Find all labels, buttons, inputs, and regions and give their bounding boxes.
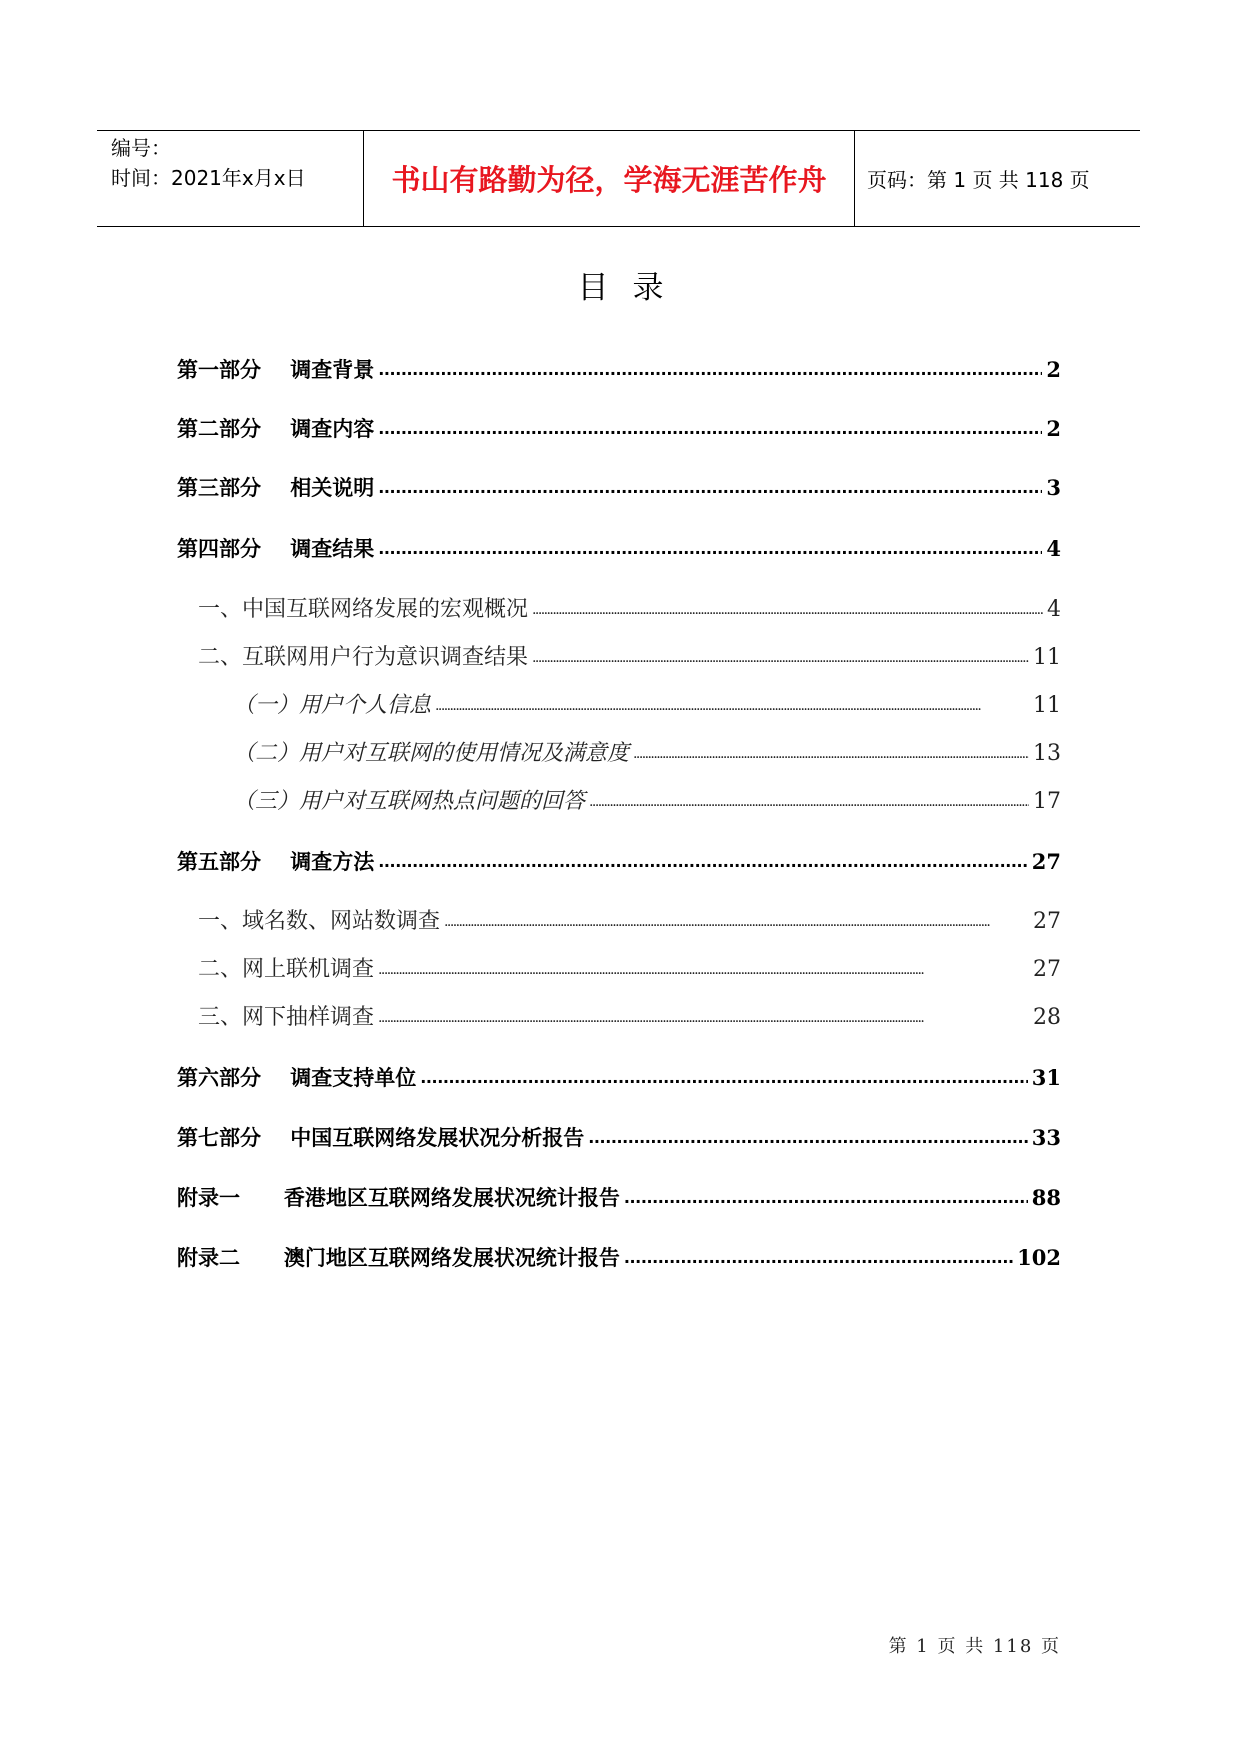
- toc-dot-leader: [378, 532, 1042, 566]
- toc-entry-label: 第二部分 调查内容: [177, 417, 375, 441]
- toc-entry[interactable]: [177, 1121, 1061, 1155]
- toc-entry-label: 第七部分 中国互联网络发展状况分析报告: [177, 1126, 585, 1150]
- time-label: 时间：2021年x月x日: [111, 166, 306, 190]
- toc-entry[interactable]: [198, 905, 1061, 939]
- toc-dot-leader: [378, 845, 1028, 879]
- toc-dot-leader: [378, 353, 1042, 387]
- toc-entry-page: 4: [1046, 536, 1061, 561]
- toc-entry[interactable]: [177, 532, 1061, 566]
- toc-entry[interactable]: [233, 737, 1061, 771]
- toc-title: 目录: [577, 270, 688, 306]
- toc-entry[interactable]: [177, 1181, 1061, 1215]
- toc-entry-page: 27: [1031, 849, 1061, 874]
- toc-entry-page: 31: [1031, 1065, 1061, 1090]
- toc-entry-page: 11: [1033, 693, 1061, 718]
- toc-entry-page: 2: [1046, 357, 1061, 382]
- toc-entry-label: （二）用户对互联网的使用情况及满意度: [233, 741, 630, 766]
- toc-dot-leader: [378, 412, 1042, 446]
- toc-entry[interactable]: [198, 593, 1061, 627]
- header-motto-cell: [364, 131, 855, 226]
- toc-dot-leader: [532, 593, 1043, 627]
- toc-entry[interactable]: [177, 412, 1061, 446]
- toc-entry-label: 第一部分 调查背景: [177, 358, 375, 382]
- page-info: 页码：第 1 页 共 118 页: [867, 168, 1090, 192]
- toc-dot-leader: [444, 905, 1029, 939]
- toc-entry[interactable]: [198, 1001, 1061, 1035]
- toc-entry-label: （三）用户对互联网热点问题的回答: [233, 789, 586, 814]
- toc-entry-page: 102: [1017, 1245, 1061, 1270]
- toc-entry-page: 4: [1047, 597, 1061, 622]
- toc-entry-label: 附录二 澳门地区互联网络发展状况统计报告: [177, 1246, 620, 1270]
- toc-entry-page: 27: [1033, 909, 1061, 934]
- toc-entry-label: 附录一 香港地区互联网络发展状况统计报告: [177, 1186, 620, 1210]
- toc-entry[interactable]: [177, 471, 1061, 505]
- toc-dot-leader: [378, 471, 1042, 505]
- toc-entry-page: 33: [1031, 1125, 1061, 1150]
- toc-dot-leader: [633, 737, 1029, 771]
- toc-dot-leader: [624, 1241, 1013, 1275]
- toc-entry-page: 28: [1033, 1005, 1061, 1030]
- toc-entry[interactable]: [177, 845, 1061, 879]
- toc-dot-leader: [588, 1121, 1028, 1155]
- header-meta-cell: [97, 131, 364, 226]
- toc-entry-label: 第三部分 相关说明: [177, 476, 375, 500]
- header-page-cell: [855, 131, 1140, 226]
- toc-dot-leader: [378, 953, 1029, 987]
- toc-dot-leader: [589, 785, 1029, 819]
- document-header: [97, 130, 1140, 227]
- toc-dot-leader: [435, 689, 1029, 723]
- toc-entry[interactable]: [177, 1241, 1061, 1275]
- toc-entry-label: （一）用户个人信息: [233, 693, 432, 718]
- toc-dot-leader: [624, 1181, 1028, 1215]
- toc-entry-page: 3: [1046, 475, 1061, 500]
- toc-entry-label: 第五部分 调查方法: [177, 850, 375, 874]
- toc-entry-label: 二、网上联机调查: [198, 957, 375, 982]
- toc-entry-page: 11: [1033, 645, 1061, 670]
- toc-entry-page: 13: [1033, 741, 1061, 766]
- toc-entry-page: 27: [1033, 957, 1061, 982]
- page-footer: 第 1 页 共 118 页: [888, 1636, 1061, 1657]
- toc-entry-label: 三、网下抽样调查: [198, 1005, 375, 1030]
- toc-entry-page: 88: [1031, 1185, 1061, 1210]
- toc-entry[interactable]: [177, 1061, 1061, 1095]
- toc-entry[interactable]: [177, 353, 1061, 387]
- toc-dot-leader: [420, 1061, 1028, 1095]
- toc-entry[interactable]: [233, 785, 1061, 819]
- toc-entry[interactable]: [198, 641, 1061, 675]
- toc-dot-leader: [378, 1001, 1029, 1035]
- toc-entry-page: 2: [1046, 416, 1061, 441]
- toc-dot-leader: [532, 641, 1029, 675]
- toc-entry[interactable]: [233, 689, 1061, 723]
- toc-entry-label: 一、域名数、网站数调查: [198, 909, 441, 934]
- toc-entry-label: 一、中国互联网络发展的宏观概况: [198, 597, 529, 622]
- toc-entry-label: 二、互联网用户行为意识调查结果: [198, 645, 529, 670]
- toc-entry[interactable]: [198, 953, 1061, 987]
- motto-text: 书山有路勤为径，学海无涯苦作舟: [391, 163, 827, 197]
- number-label: 编号：: [111, 136, 171, 160]
- toc-entry-page: 17: [1033, 789, 1061, 814]
- toc-entry-label: 第四部分 调查结果: [177, 537, 375, 561]
- toc-entry-label: 第六部分 调查支持单位: [177, 1066, 417, 1090]
